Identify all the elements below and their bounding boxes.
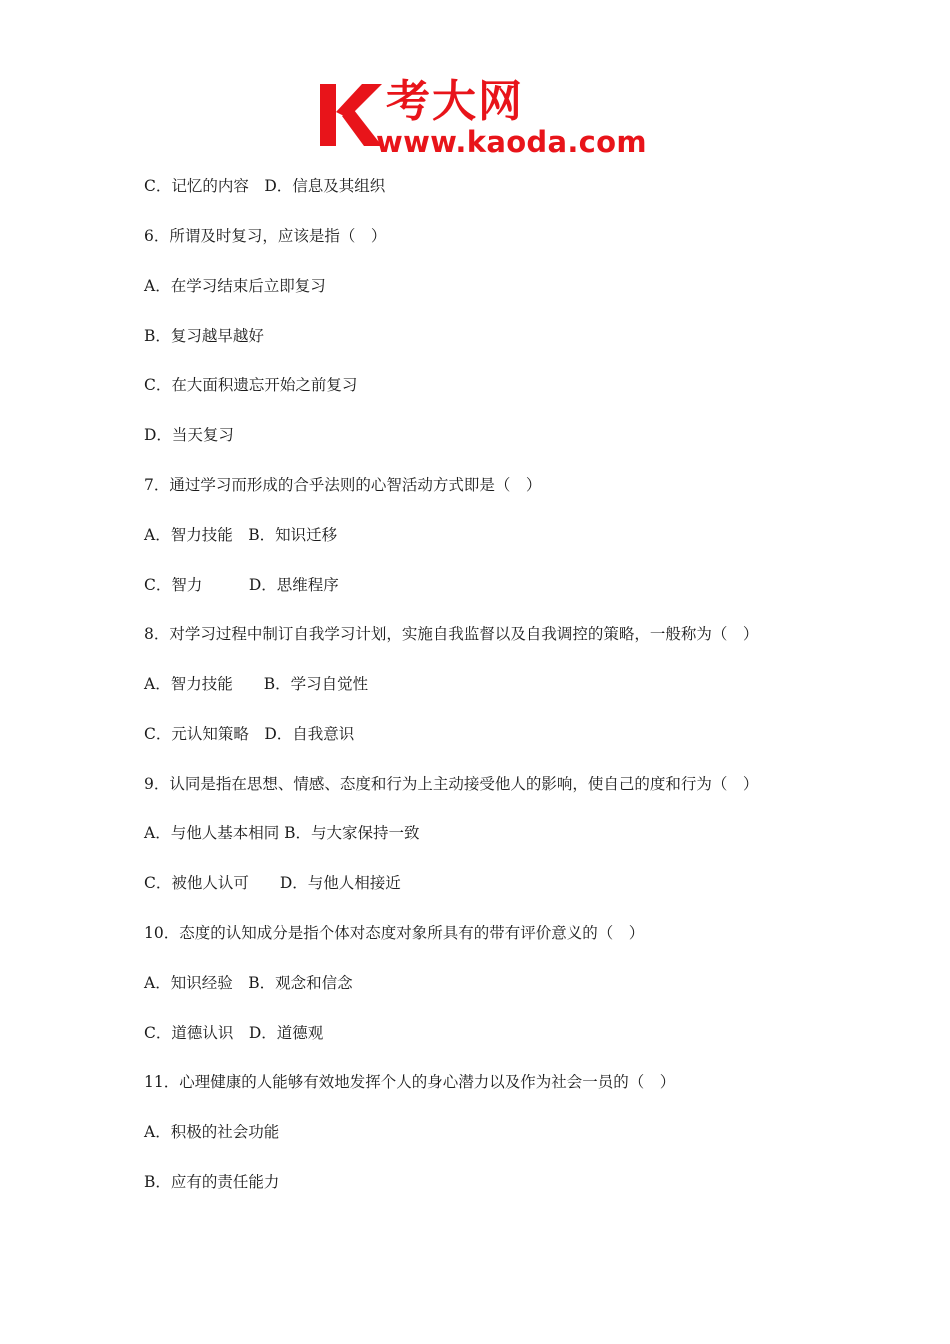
- logo-url-text: www.kaoda.com: [376, 125, 647, 159]
- question-line: 11．心理健康的人能够有效地发挥个人的身心潜力以及作为社会一员的（ ）: [144, 1073, 676, 1091]
- option-line: A．积极的社会功能: [144, 1123, 280, 1141]
- option-line: A．在学习结束后立即复习: [144, 277, 326, 295]
- option-line: A．智力技能 B．学习自觉性: [144, 675, 369, 693]
- option-line: A．知识经验 B．观念和信念: [144, 974, 353, 992]
- option-line: C．元认知策略 D．自我意识: [144, 725, 355, 743]
- question-line: C．记忆的内容 D．信息及其组织: [144, 177, 386, 195]
- question-line: 6．所谓及时复习，应该是指（ ）: [144, 227, 387, 245]
- option-line: C．道德认识 D．道德观: [144, 1024, 324, 1042]
- question-line: 9．认同是指在思想、情感、态度和行为上主动接受他人的影响，使自己的度和行为（ ）: [144, 775, 759, 793]
- option-line: D．当天复习: [144, 426, 234, 444]
- question-line: 8．对学习过程中制订自我学习计划，实施自我监督以及自我调控的策略，一般称为（ ）: [144, 625, 759, 643]
- option-line: A．智力技能 B．知识迁移: [144, 526, 338, 544]
- option-line: A．与他人基本相同 B．与大家保持一致: [144, 824, 420, 842]
- option-line: B．应有的责任能力: [144, 1173, 280, 1191]
- question-line: 10．态度的认知成分是指个体对态度对象所具有的带有评价意义的（ ）: [144, 924, 645, 942]
- option-line: C．智力 D．思维程序: [144, 576, 339, 594]
- option-line: B．复习越早越好: [144, 327, 264, 345]
- kaoda-logo: [318, 76, 647, 160]
- option-line: C．被他人认可 D．与他人相接近: [144, 874, 401, 892]
- question-line: 7．通过学习而形成的合乎法则的心智活动方式即是（ ）: [144, 476, 542, 494]
- option-line: C．在大面积遗忘开始之前复习: [144, 376, 358, 394]
- logo-brand-text: 考大网: [386, 76, 524, 127]
